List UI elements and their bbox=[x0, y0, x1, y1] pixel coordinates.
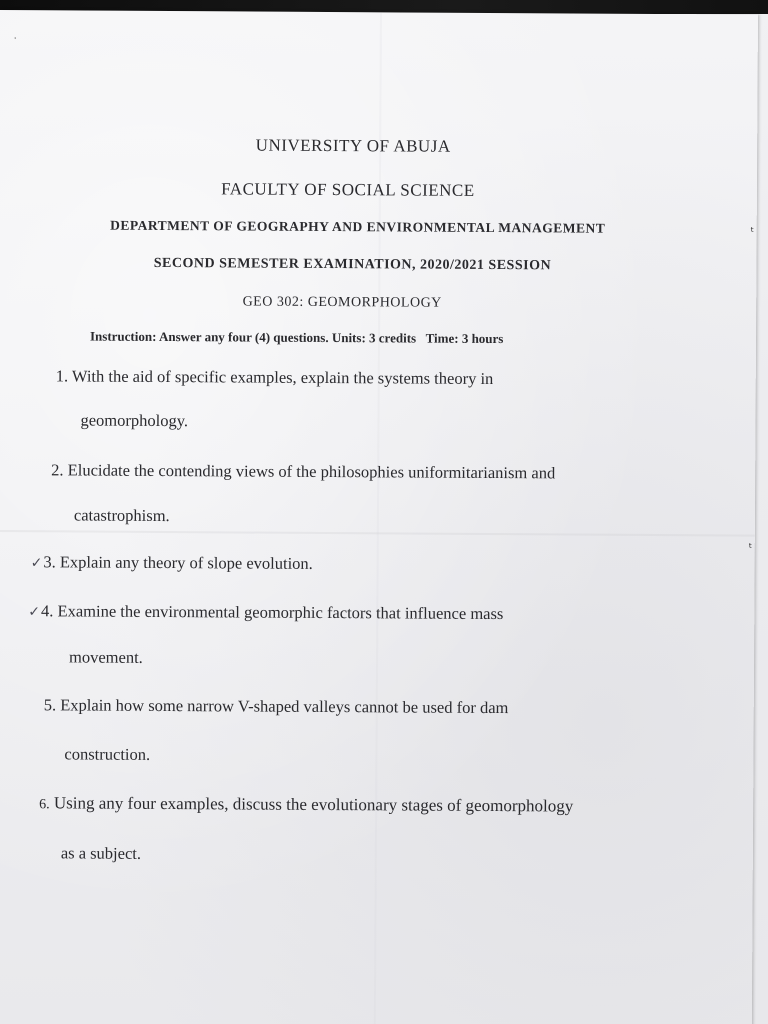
question-text: Elucidate the contending views of the philosophies uniformitarianism and bbox=[67, 460, 556, 483]
question-4-continued: movement. bbox=[68, 647, 143, 667]
course-title: GEO 302: GEOMORPHOLOGY bbox=[242, 294, 442, 311]
paper-crease bbox=[374, 12, 382, 1024]
checkmark-icon: ✓ bbox=[28, 604, 41, 621]
question-2 bbox=[51, 460, 555, 483]
question-text: Using any four examples, discuss the evolutionary stages of geomorphology bbox=[53, 793, 574, 816]
question-3 bbox=[31, 552, 313, 574]
question-number: 3. bbox=[43, 552, 56, 572]
pen-mark: ᵗ bbox=[748, 540, 753, 555]
exam-instruction: Instruction: Answer any four (4) questions. Units: 3 credits Time: 3 hours bbox=[89, 328, 504, 347]
checkmark-icon: ✓ bbox=[30, 555, 43, 572]
question-4 bbox=[28, 601, 503, 624]
pen-mark: ᵗ bbox=[750, 224, 755, 239]
question-number: 5. bbox=[43, 695, 57, 715]
question-2-continued: catastrophism. bbox=[73, 505, 170, 526]
question-text: With the aid of specific examples, explain the systems theory in bbox=[71, 366, 494, 389]
question-text: Explain how some narrow V-shaped valleys cannot be used for dam bbox=[60, 695, 509, 718]
question-number: 6. bbox=[39, 797, 50, 813]
department-name: DEPARTMENT OF GEOGRAPHY AND ENVIRONMENTAL MANAGEMENT bbox=[110, 217, 606, 236]
question-5 bbox=[44, 695, 509, 718]
question-number: 2. bbox=[51, 460, 64, 480]
university-name: UNIVERSITY OF ABUJA bbox=[255, 135, 451, 156]
question-1 bbox=[56, 366, 494, 389]
question-number: 1. bbox=[55, 366, 69, 386]
question-5-continued: construction. bbox=[64, 744, 151, 764]
exam-paper bbox=[0, 10, 758, 1024]
question-1-continued: geomorphology. bbox=[80, 410, 189, 431]
question-6-continued: as a subject. bbox=[60, 843, 142, 863]
faculty-name: FACULTY OF SOCIAL SCIENCE bbox=[221, 179, 475, 200]
question-text: Explain any theory of slope evolution. bbox=[59, 552, 313, 573]
exam-title: SECOND SEMESTER EXAMINATION, 2020/2021 SESSION bbox=[153, 255, 552, 274]
question-6 bbox=[39, 793, 573, 816]
question-number: 4. bbox=[41, 601, 54, 621]
question-text: Examine the environmental geomorphic factors that influence mass bbox=[57, 601, 504, 624]
pen-mark: · bbox=[13, 34, 17, 45]
